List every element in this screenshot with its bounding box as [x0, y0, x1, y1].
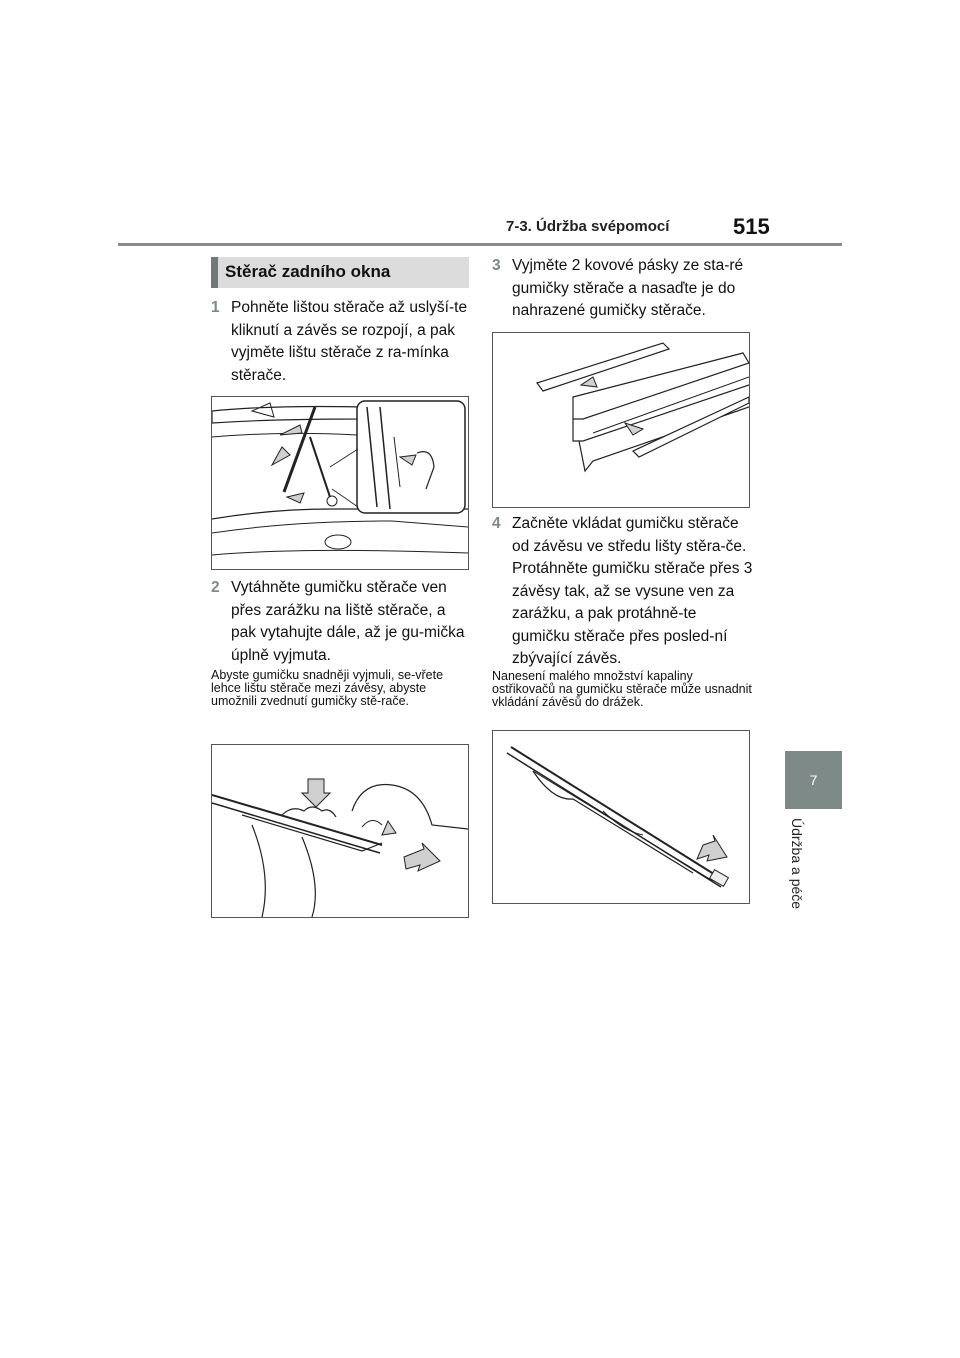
note-step-4: Nanesení malého množství kapaliny ostřikovačů na gumičku stěrače může usnadnit vkládání závěsů do drážek. [492, 669, 752, 709]
figure-metal-strips [492, 332, 750, 508]
step-text: Vyjměte 2 kovové pásky ze sta-ré gumičky stěrače a nasaďte je do nahrazené gumičky stěrače. [512, 257, 744, 319]
chapter-tab: 7 [785, 751, 842, 809]
figure-insert-rubber [492, 730, 750, 904]
step-number: 4 [492, 515, 501, 532]
page-number: 515 [733, 214, 770, 239]
header-section-title: 7-3. Údržba svépomocí [506, 218, 670, 235]
figure-pull-rubber-out [211, 744, 469, 918]
header-divider [118, 243, 842, 246]
step-2 [211, 577, 473, 667]
section-heading-text: Stěrač zadního okna [225, 262, 391, 281]
step-number: 3 [492, 257, 501, 274]
step-3 [492, 255, 754, 323]
step-text: Pohněte lištou stěrače až uslyší-te kliknutí a závěs se rozpojí, a pak vyjměte lištu stěrače z ra-mínka stěrače. [231, 299, 468, 384]
step-1 [211, 297, 473, 387]
step-text: Začněte vkládat gumičku stěrače od závěsu ve středu lišty stěra-če. Protáhněte gumičku stěrače přes 3 závěsy tak, až se vysune ven za zarážku, a pak protáhně-te gumičku stěrače přes posled-ní zbývající závěs. [512, 515, 753, 667]
figure-remove-wiper-blade [211, 396, 469, 570]
chapter-tab-label: Údržba a péče [789, 818, 805, 910]
section-heading-bar [211, 257, 218, 288]
note-step-2: Abyste gumičku snadněji vyjmuli, se-vřete lehce lištu stěrače mezi závěsy, abyste umožnili zvednutí gumičky stě-rače. [211, 668, 444, 708]
step-4 [492, 513, 754, 671]
step-number: 1 [211, 299, 220, 316]
section-heading [211, 257, 469, 288]
step-number: 2 [211, 579, 220, 596]
step-text: Vytáhněte gumičku stěrače ven přes zarážku na liště stěrače, a pak vytahujte dále, až je gu-mička úplně vyjmuta. [231, 579, 465, 664]
